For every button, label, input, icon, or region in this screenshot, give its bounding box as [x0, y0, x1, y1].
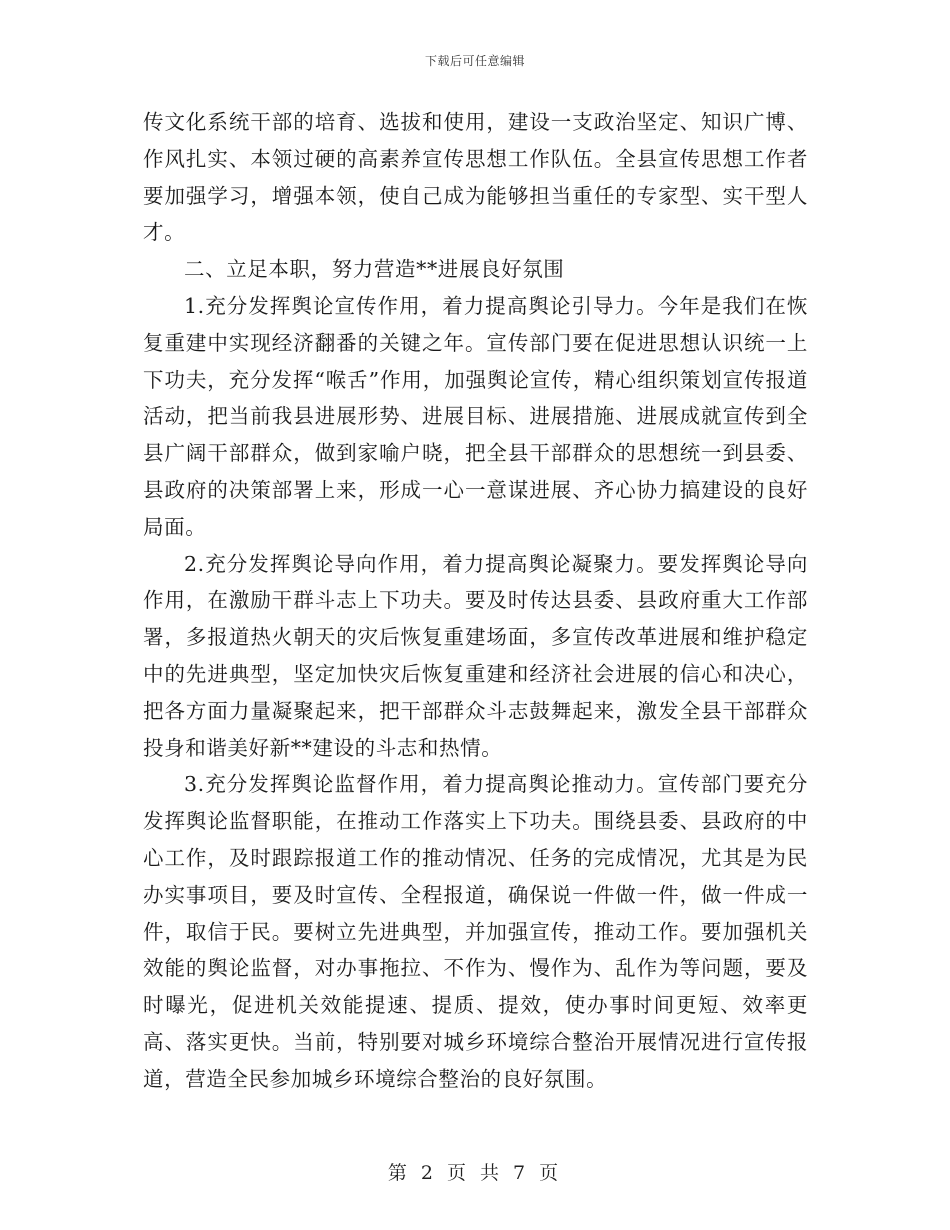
paragraph-item-1: 1.充分发挥舆论宣传作用，着力提高舆论引导力。今年是我们在恢复重建中实现经济翻番的关键之年。宣传部门要在促进思想认识统一上下功夫，充分发挥“喉舌”作用，加强舆论宣传，精心组织策划宣传报道活动，把当前我县进展形势、进展目标、进展措施、进展成就宣传到全县广阔干部群众，做到家喻户晓，把全县干部群众的思想统一到县委、县政府的决策部署上来，形成一心一意谋进展、齐心协力搞建设的良好局面。 — [143, 293, 808, 539]
header-note: 下载后可任意编辑 — [424, 54, 525, 68]
document-body — [143, 104, 808, 1098]
paragraph-item-3: 3.充分发挥舆论监督作用，着力提高舆论推动力。宣传部门要充分发挥舆论监督职能，在推动工作落实上下功夫。围绕县委、县政府的中心工作，及时跟踪报道工作的推动情况、任务的完成情况，尤其是为民办实事项目，要及时宣传、全程报道，确保说一件做一件，做一件成一件，取信于民。要树立先进典型，并加强宣传，推动工作。要加强机关效能的舆论监督，对办事拖拉、不作为、慢作为、乱作为等问题，要及时曝光，促进机关效能提速、提质、提效，使办事时间更短、效率更高、落实更快。当前，特别要对城乡环境综合整治开展情况进行宣传报道，营造全民参加城乡环境综合整治的良好氛围。 — [143, 772, 808, 1091]
section-heading: 二、立足本职，努力营造**进展良好氛围 — [184, 257, 565, 282]
paragraph-continuation: 传文化系统干部的培育、选拔和使用，建设一支政治坚定、知识广博、作风扎实、本领过硬的高素养宣传思想工作队伍。全县宣传思想工作者要加强学习，增强本领，使自己成为能够担当重任的专家型、实干型人才。 — [143, 110, 808, 245]
page-number-footer: 第 2 页 共 7 页 — [387, 1162, 563, 1184]
paragraph-item-2: 2.充分发挥舆论导向作用，着力提高舆论凝聚力。要发挥舆论导向作用，在激励干群斗志上下功夫。要及时传达县委、县政府重大工作部署，多报道热火朝天的灾后恢复重建场面，多宣传改革进展和维护稳定中的先进典型，坚定加快灾后恢复重建和经济社会进展的信心和决心，把各方面力量凝聚起来，把干部群众斗志鼓舞起来，激发全县干部群众投身和谐美好新**建设的斗志和热情。 — [143, 551, 808, 760]
